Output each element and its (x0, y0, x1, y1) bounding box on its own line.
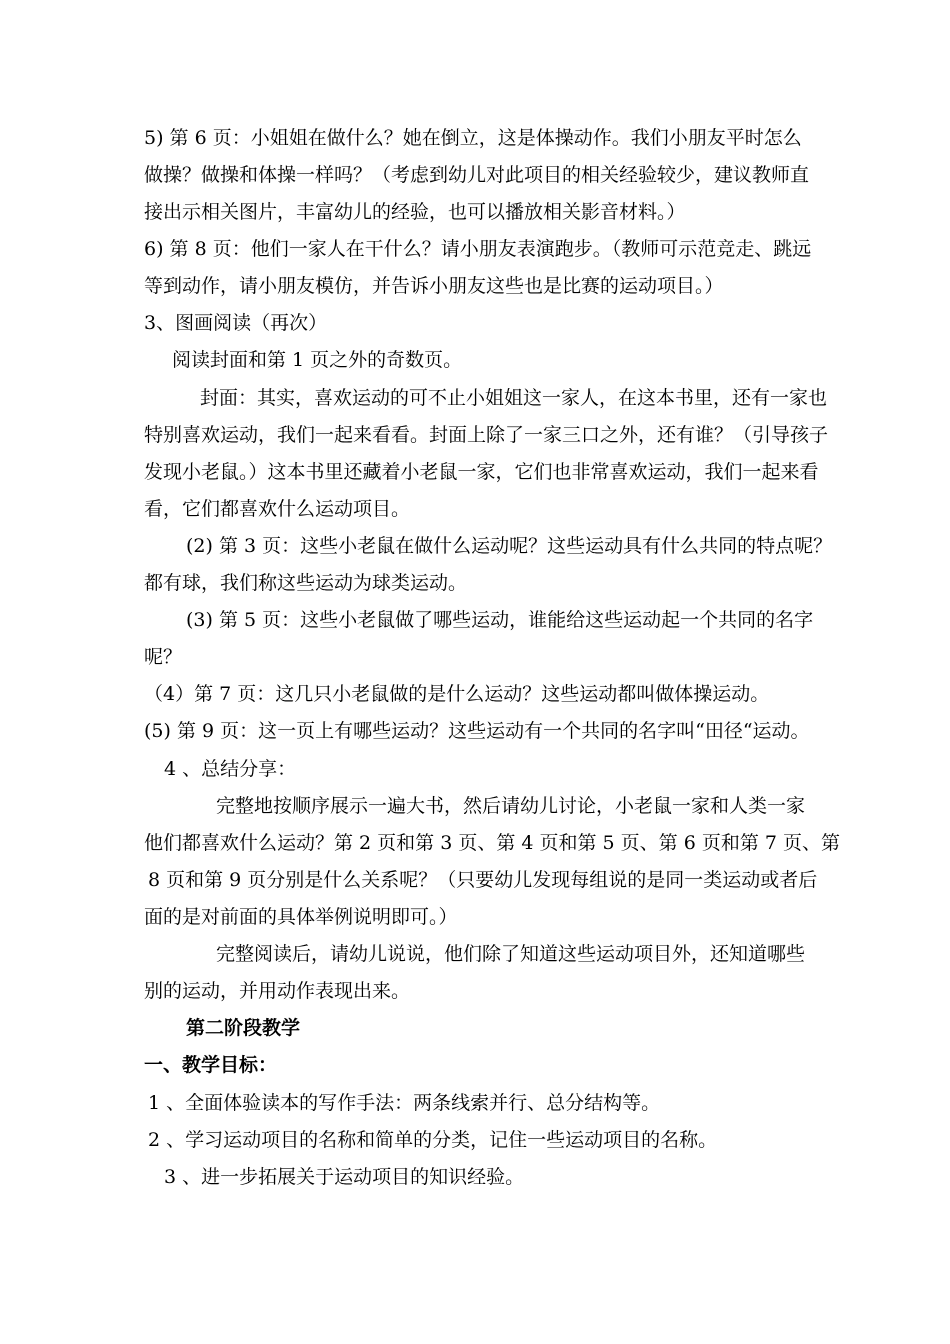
text-line-13: 都有球，我们称这些运动为球类运动。 (144, 572, 468, 594)
text-line-19: 完整地按顺序展示一遍大书，然后请幼儿讨论，小老鼠一家和人类一家 (216, 795, 806, 817)
teaching-goals-heading: 一、教学目标： (144, 1054, 278, 1076)
text-line-1: 5) 第 6 页：小姐姐在做什么？她在倒立，这是体操动作。我们小朋友平时怎么 (144, 127, 802, 149)
text-line-16: （4）第 7 页：这几只小老鼠做的是什么运动？这些运动都叫做体操运动。 (144, 683, 770, 705)
text-line-4: 6) 第 8 页：他们一家人在干什么？请小朋友表演跑步。（教师可示范竞走、跳远 (144, 238, 812, 260)
text-line-15: 呢？ (144, 646, 183, 668)
text-line-12: (2) 第 3 页：这些小老鼠在做什么运动呢？这些运动具有什么共同的特点呢？ (186, 535, 833, 557)
text-line-22: 面的是对前面的具体举例说明即可。） (144, 906, 458, 928)
goal-item-1: 1 、全面体验读本的写作手法：两条线索并行、总分结构等。 (148, 1092, 661, 1114)
text-line-14: (3) 第 5 页：这些小老鼠做了哪些运动，谁能给这些运动起一个共同的名字 (186, 609, 814, 631)
text-line-21: 8 页和第 9 页分别是什么关系呢？（只要幼儿发现每组说的是同一类运动或者后 (148, 869, 818, 891)
text-line-9: 特别喜欢运动，我们一起来看看。封面上除了一家三口之外，还有谁？（引导孩子 (144, 424, 829, 446)
text-line-10: 发现小老鼠。）这本书里还藏着小老鼠一家，它们也非常喜欢运动，我们一起来看 (144, 461, 819, 483)
stage-two-heading: 第二阶段教学 (186, 1017, 301, 1039)
goal-item-2: 2 、学习运动项目的名称和简单的分类，记住一些运动项目的名称。 (148, 1129, 718, 1151)
text-line-20: 他们都喜欢什么运动？第 2 页和第 3 页、第 4 页和第 5 页、第 6 页和第 7 页、第 (144, 832, 841, 854)
text-line-11: 看，它们都喜欢什么运动项目。 (144, 498, 411, 520)
goal-item-3: 3 、进一步拓展关于运动项目的知识经验。 (164, 1166, 525, 1188)
text-line-17: (5) 第 9 页：这一页上有哪些运动？这些运动有一个共同的名字叫“田径“运动。 (144, 720, 810, 742)
text-line-8: 封面：其实，喜欢运动的可不止小姐姐这一家人，在这本书里，还有一家也 (200, 387, 828, 409)
text-line-2: 做操？做操和体操一样吗？（考虑到幼儿对此项目的相关经验较少，建议教师直 (144, 164, 810, 186)
text-line-7: 阅读封面和第 1 页之外的奇数页。 (172, 349, 463, 371)
text-line-23: 完整阅读后，请幼儿说说，他们除了知道这些运动项目外，还知道哪些 (216, 943, 806, 965)
text-line-24: 别的运动，并用动作表现出来。 (144, 980, 411, 1002)
section-heading-picture-reading: 3、图画阅读（再次） (144, 312, 328, 334)
section-heading-summary: 4 、总结分享： (164, 758, 297, 780)
text-line-5: 等到动作，请小朋友模仿，并告诉小朋友这些也是比赛的运动项目。） (144, 275, 724, 297)
text-line-3: 接出示相关图片，丰富幼儿的经验，也可以播放相关影音材料。） (144, 201, 686, 223)
